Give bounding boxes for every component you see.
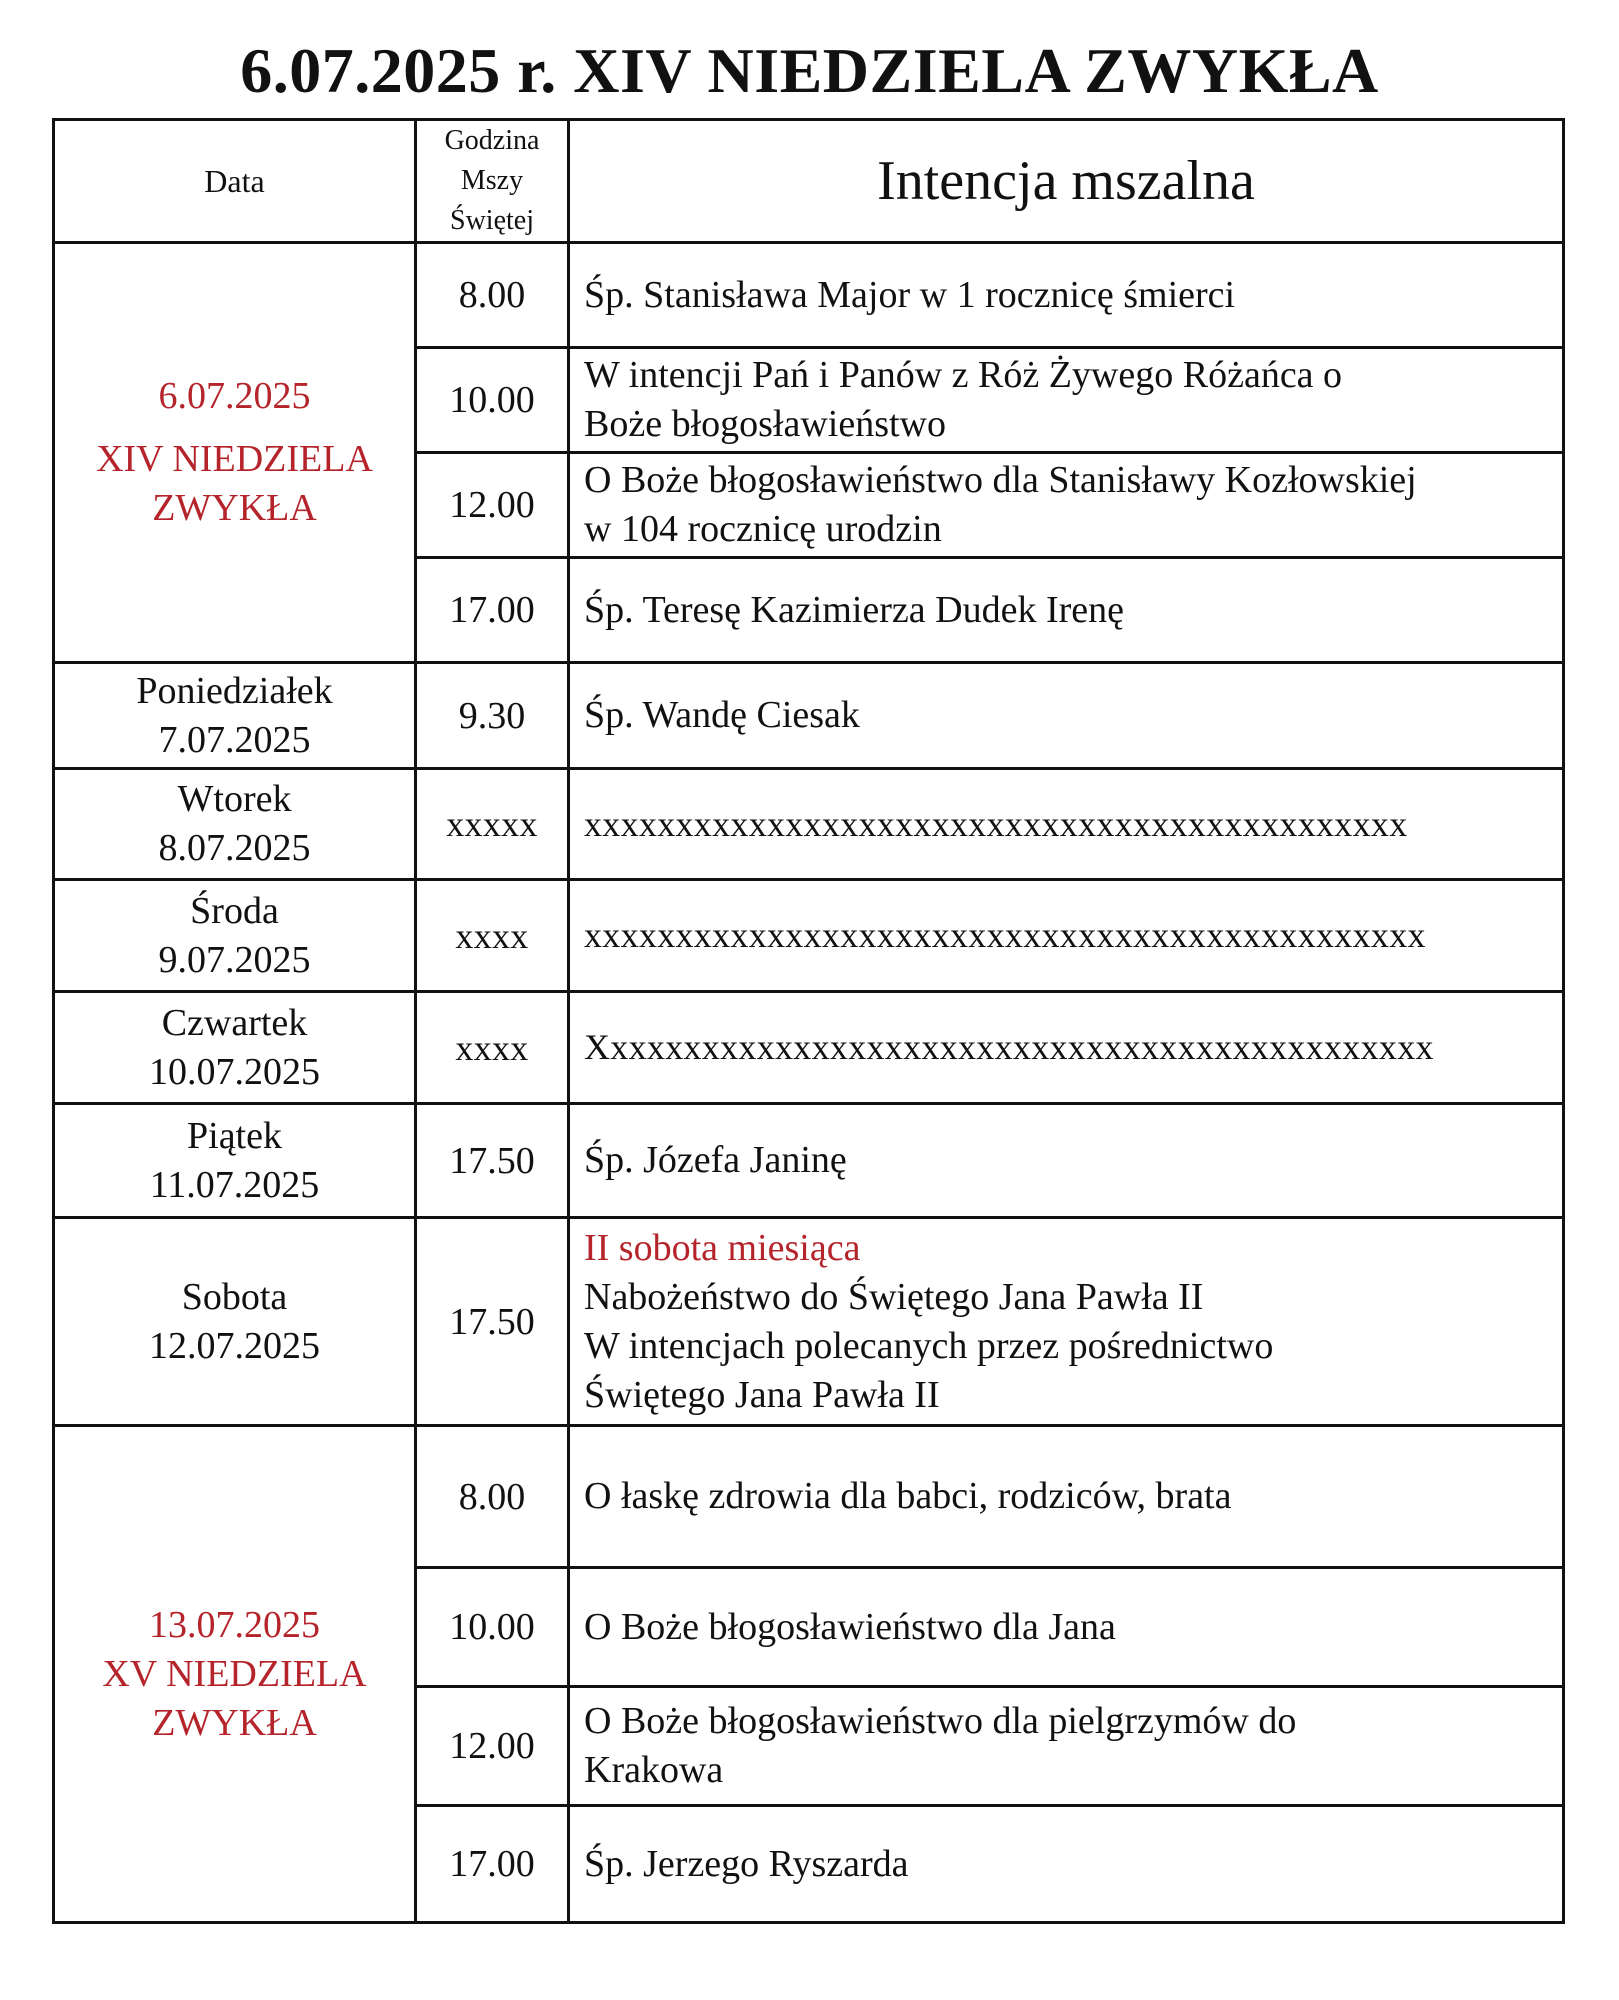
mass-intention-line: Nabożeństwo do Świętego Jana Pawła II <box>584 1275 1204 1318</box>
day-name: Czwartek <box>161 1001 308 1044</box>
mass-intention-line1: W intencji Pań i Panów z Róż Żywego Różańca o <box>584 354 1343 396</box>
table-row <box>54 243 1564 348</box>
saturday-note: II sobota miesiąca <box>584 1226 861 1269</box>
header-intention: Intencja mszalna <box>569 120 1564 243</box>
header-hour-line2: Mszy <box>460 165 524 196</box>
day-date-cell <box>54 1104 416 1218</box>
mass-intention-line1: O Boże błogosławieństwo dla pielgrzymów do <box>584 1700 1297 1742</box>
day-date-cell <box>54 1218 416 1426</box>
mass-hour: 12.00 <box>416 453 569 558</box>
table-row <box>54 663 1564 769</box>
day-date: 8.07.2025 <box>158 827 311 869</box>
header-hour-line3: Świętej <box>450 205 534 236</box>
mass-hour: 10.00 <box>416 348 569 453</box>
mass-hour: xxxx <box>416 880 569 992</box>
sunday2-name-line1: XV NIEDZIELA <box>102 1652 367 1695</box>
day-date-cell <box>54 992 416 1104</box>
mass-intention-line1: O Boże błogosławieństwo dla Stanisławy Kozłowskiej <box>584 459 1417 501</box>
day-date-cell <box>54 769 416 880</box>
mass-intention: Śp. Teresę Kazimierza Dudek Irenę <box>569 558 1564 663</box>
mass-intention: xxxxxxxxxxxxxxxxxxxxxxxxxxxxxxxxxxxxxxxxxxxxx <box>569 769 1564 880</box>
day-date: 9.07.2025 <box>158 938 311 981</box>
day-name: Sobota <box>181 1275 288 1318</box>
mass-hour: 8.00 <box>416 243 569 348</box>
mass-intention-line2: Boże błogosławieństwo <box>584 403 947 445</box>
sunday2-date-cell <box>54 1426 416 1923</box>
mass-intention: Śp. Józefa Janinę <box>569 1104 1564 1218</box>
header-hour <box>416 120 569 243</box>
table-row <box>54 992 1564 1104</box>
day-name: Piątek <box>187 1114 282 1157</box>
mass-intention <box>569 1218 1564 1426</box>
table-row <box>54 1218 1564 1426</box>
mass-hour: 17.00 <box>416 558 569 663</box>
table-row <box>54 1104 1564 1218</box>
sunday2-date: 13.07.2025 <box>149 1603 320 1646</box>
mass-hour: xxxxx <box>416 769 569 880</box>
page-title: 6.07.2025 r. XIV NIEDZIELA ZWYKŁA <box>240 35 1379 106</box>
mass-intention: Śp. Jerzego Ryszarda <box>569 1806 1564 1923</box>
mass-intention: Śp. Stanisława Major w 1 rocznicę śmierci <box>569 243 1564 348</box>
mass-intention <box>569 1687 1564 1806</box>
day-date-cell <box>54 880 416 992</box>
mass-hour: 17.50 <box>416 1104 569 1218</box>
sunday1-name-line2: ZWYKŁA <box>152 487 317 529</box>
header-date: Data <box>54 120 416 243</box>
table-row <box>54 1426 1564 1568</box>
mass-intention: Śp. Wandę Ciesak <box>569 663 1564 769</box>
day-date: 10.07.2025 <box>149 1050 320 1093</box>
day-date: 12.07.2025 <box>149 1324 320 1367</box>
day-name: Poniedziałek <box>136 669 333 712</box>
table-row <box>54 880 1564 992</box>
mass-hour: 17.50 <box>416 1218 569 1426</box>
day-date: 11.07.2025 <box>149 1163 320 1206</box>
day-date-cell <box>54 663 416 769</box>
mass-intention: Xxxxxxxxxxxxxxxxxxxxxxxxxxxxxxxxxxxxxxxxxxxxxx <box>569 992 1564 1104</box>
mass-hour: 12.00 <box>416 1687 569 1806</box>
mass-hour: 8.00 <box>416 1426 569 1568</box>
mass-intention-line: W intencjach polecanych przez pośrednictwo <box>584 1324 1274 1367</box>
sunday1-date-cell <box>54 243 416 663</box>
mass-intention-line: Świętego Jana Pawła II <box>584 1373 940 1416</box>
mass-intention <box>569 348 1564 453</box>
mass-schedule-table <box>52 118 1565 1924</box>
mass-intention: O Boże błogosławieństwo dla Jana <box>569 1568 1564 1687</box>
sunday2-name-line2: ZWYKŁA <box>152 1701 317 1744</box>
sunday1-date: 6.07.2025 <box>158 375 311 417</box>
sunday1-name-line1: XIV NIEDZIELA <box>96 438 373 480</box>
day-name: Wtorek <box>177 778 292 820</box>
mass-hour: 10.00 <box>416 1568 569 1687</box>
table-row <box>54 769 1564 880</box>
mass-intention-line2: w 104 rocznicę urodzin <box>584 508 942 550</box>
mass-intention <box>569 453 1564 558</box>
mass-intention: O łaskę zdrowia dla babci, rodziców, brata <box>569 1426 1564 1568</box>
mass-intention-line2: Krakowa <box>584 1749 724 1791</box>
mass-hour: 9.30 <box>416 663 569 769</box>
day-date: 7.07.2025 <box>158 718 311 761</box>
header-hour-line1: Godzina <box>444 125 540 156</box>
mass-hour: xxxx <box>416 992 569 1104</box>
day-name: Środa <box>190 889 279 932</box>
header-row <box>54 120 1564 243</box>
mass-intention: xxxxxxxxxxxxxxxxxxxxxxxxxxxxxxxxxxxxxxxxxxxxxx <box>569 880 1564 992</box>
mass-hour: 17.00 <box>416 1806 569 1923</box>
